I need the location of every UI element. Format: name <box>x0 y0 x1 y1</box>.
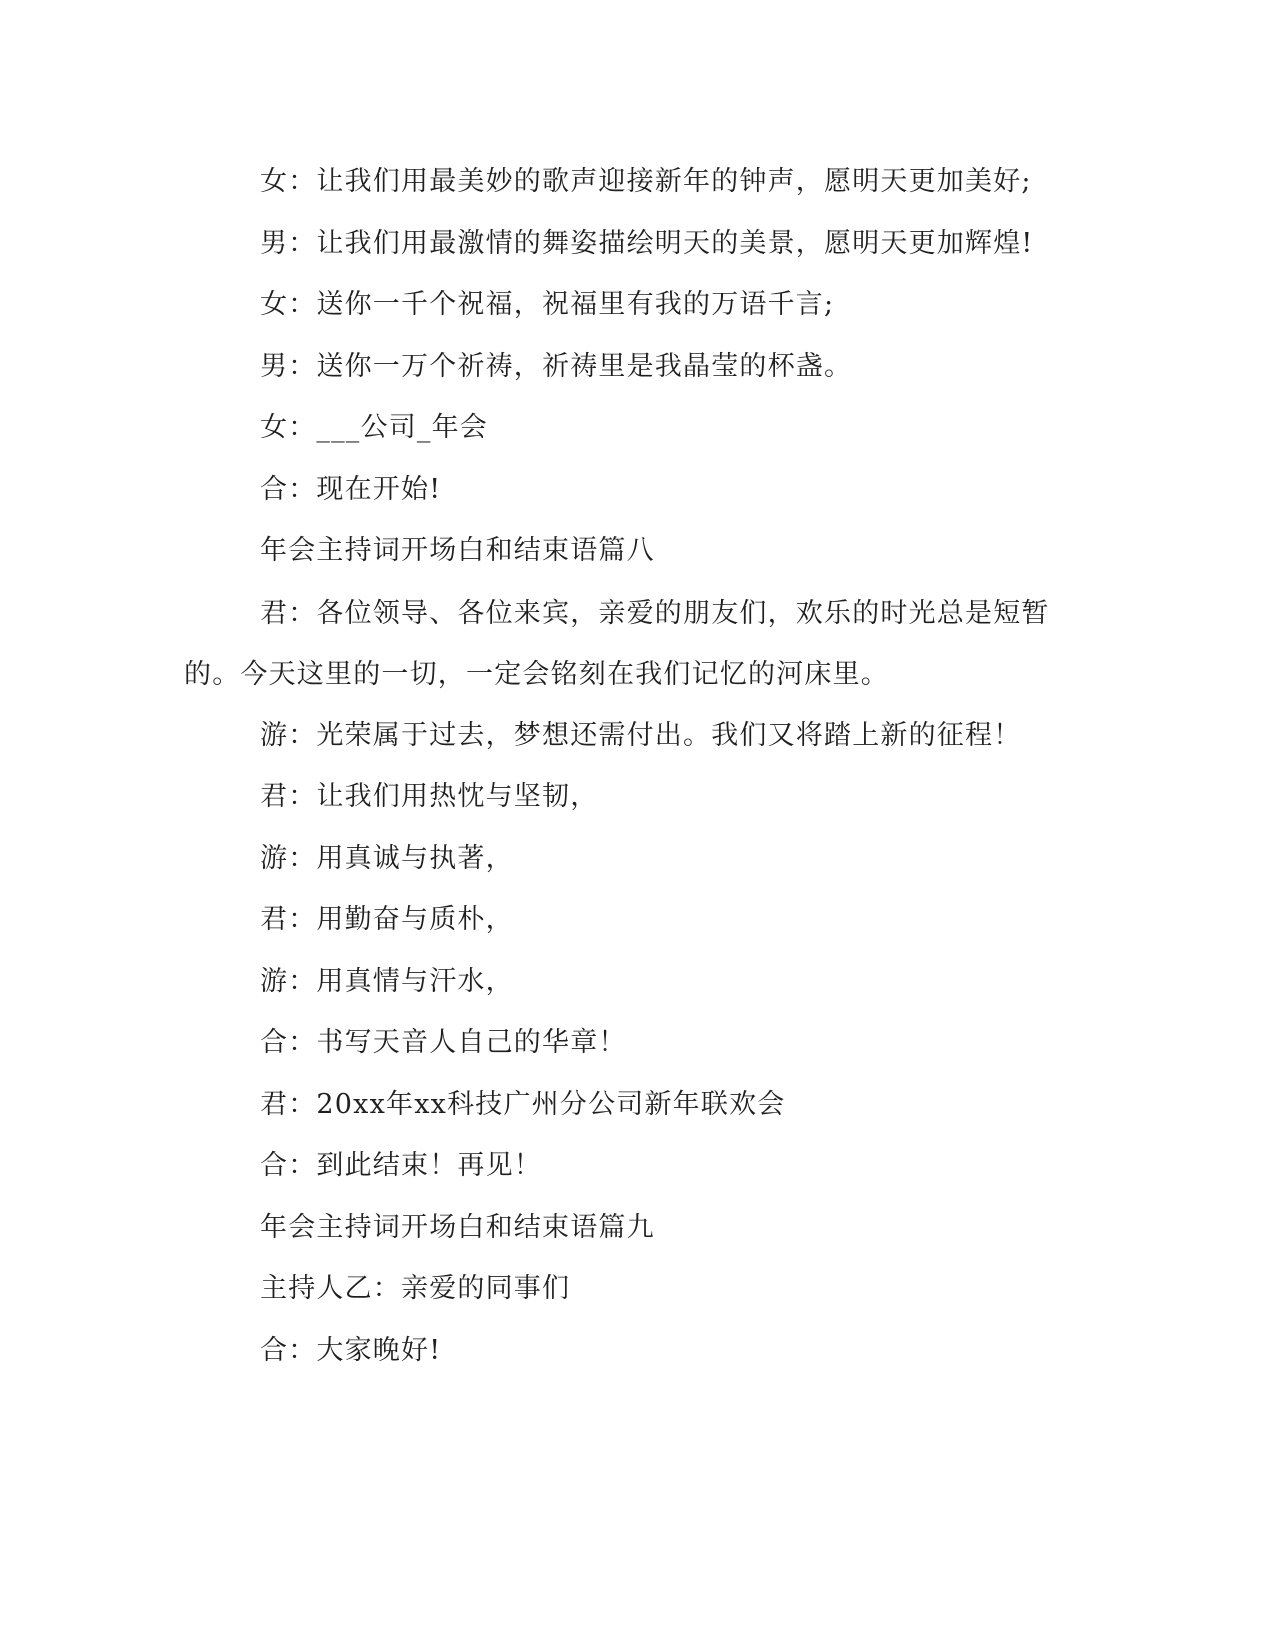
section-heading: 年会主持词开场白和结束语篇九 <box>260 1211 655 1243</box>
dialogue-line: 女：送你一千个祝福，祝福里有我的万语千言; <box>260 289 835 320</box>
dialogue-line: 女：___公司_年会 <box>260 412 488 443</box>
dialogue-line: 合：现在开始! <box>260 473 442 505</box>
document-body <box>184 160 1064 1390</box>
dialogue-paragraph: 君：各位领导、各位来宾，亲爱的朋友们，欢乐的时光总是短暂的。今天这里的一切，一定会铭刻在我们记忆的河床里。 <box>184 597 1050 690</box>
dialogue-line: 女：让我们用最美妙的歌声迎接新年的钟声，愿明天更加美好; <box>260 166 1032 197</box>
dialogue-line: 君：让我们用热忱与坚韧， <box>260 781 599 812</box>
dialogue-line: 君：20xx年xx科技广州分公司新年联欢会 <box>260 1088 786 1120</box>
dialogue-line: 君：用勤奋与质朴， <box>260 904 514 935</box>
section-heading: 年会主持词开场白和结束语篇八 <box>260 535 655 566</box>
dialogue-line: 主持人乙：亲爱的同事们 <box>260 1273 571 1304</box>
dialogue-line: 游：用真情与汗水， <box>260 965 514 997</box>
dialogue-line: 男：让我们用最激情的舞姿描绘明天的美景，愿明天更加辉煌! <box>260 227 1034 259</box>
dialogue-line: 游：光荣属于过去，梦想还需付出。我们又将踏上新的征程！ <box>260 719 1022 751</box>
dialogue-line: 合：书写天音人自己的华章！ <box>260 1027 627 1058</box>
dialogue-line: 合：到此结束！再见！ <box>260 1150 542 1181</box>
dialogue-line: 男：送你一万个祈祷，祈祷里是我晶莹的杯盏。 <box>260 350 853 382</box>
dialogue-line: 游：用真诚与执著， <box>260 842 514 874</box>
dialogue-line: 合：大家晚好! <box>260 1334 442 1366</box>
